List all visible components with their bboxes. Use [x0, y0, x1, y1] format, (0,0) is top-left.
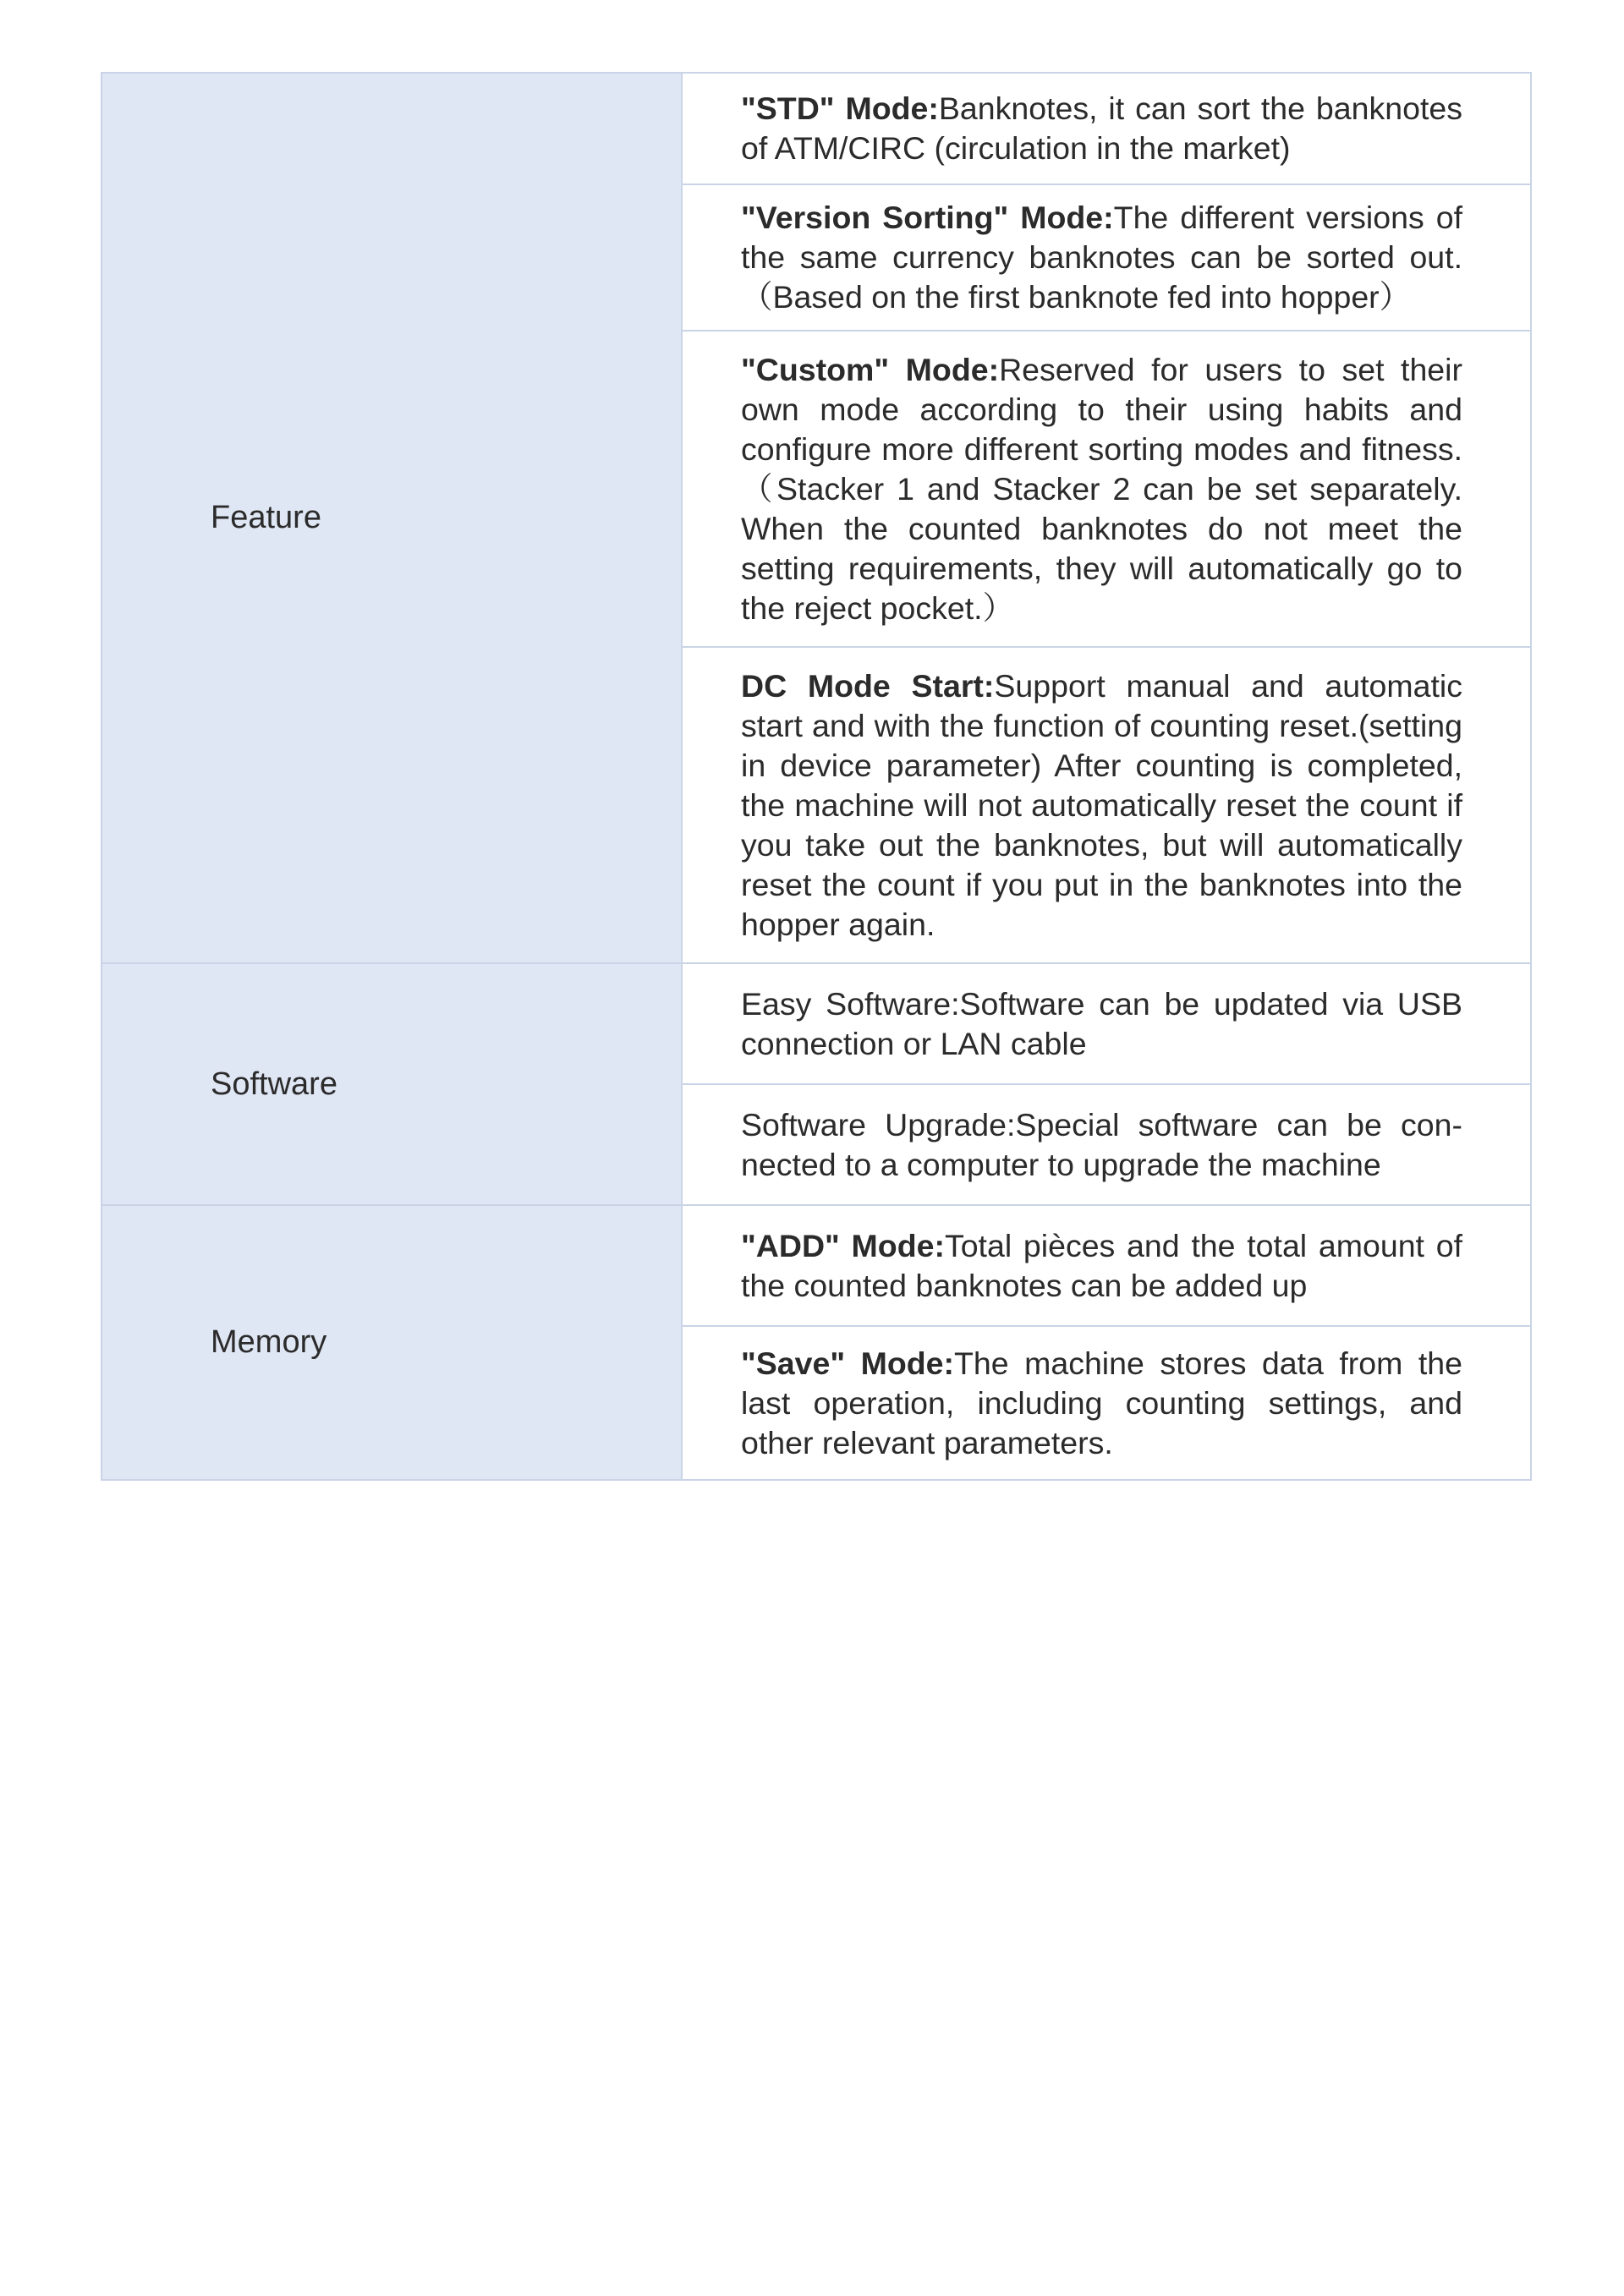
feature-description: Software Upgrade:Special software can be con-nected to a computer to upgrade the machine — [741, 1106, 1462, 1182]
category-cell-software — [102, 963, 682, 1205]
feature-version-sorting-cell — [682, 184, 1531, 331]
feature-description: Easy Software:Software can be updated via USB connection or LAN cable — [741, 985, 1462, 1061]
table-row — [102, 1205, 1531, 1326]
feature-description: Total pièces and the total amount of the counted banknotes can be added up — [741, 1227, 1462, 1303]
category-cell-memory — [102, 1205, 682, 1480]
software-easy-cell — [682, 963, 1531, 1084]
feature-title: DC Mode Start: — [741, 667, 995, 704]
feature-std-mode-cell — [682, 73, 1531, 184]
feature-dc-mode-start-cell — [682, 647, 1531, 963]
feature-title: "STD" Mode: — [741, 90, 939, 126]
table-row — [102, 73, 1531, 184]
feature-title: "ADD" Mode: — [741, 1227, 945, 1263]
feature-title: "Save" Mode: — [741, 1345, 955, 1381]
category-label: Memory — [211, 1324, 327, 1360]
feature-description: Reserved for users to set their own mode according to their using habits and configure more different sorting modes and fitness.（Stacker 1 and Stacker 2 can be set separately. When the counted banknotes do not meet the setting requirements, they will automatically go to the reject pocket.） — [741, 351, 1462, 626]
memory-add-mode-cell — [682, 1205, 1531, 1326]
category-label: Feature — [211, 500, 321, 535]
feature-description: The machine stores data from the last operation, including counting settings, and other relevant parameters. — [741, 1345, 1463, 1460]
feature-title: "Custom" Mode: — [741, 351, 1000, 387]
memory-save-mode-cell — [682, 1326, 1531, 1480]
category-cell-feature — [102, 73, 682, 963]
spec-table — [101, 72, 1532, 1481]
feature-custom-mode-cell — [682, 331, 1531, 647]
table-row — [102, 963, 1531, 1084]
category-label: Software — [211, 1066, 337, 1102]
feature-description: The different versions of the same currency banknotes can be sorted out.（Based on the first banknote fed into hopper） — [741, 200, 1462, 315]
software-upgrade-cell — [682, 1084, 1531, 1205]
feature-title: "Version Sorting" Mode: — [741, 200, 1114, 235]
feature-description: Support manual and automatic start and with the function of counting reset.(setting in device parameter) After counting is completed, the machine will not automatically reset the count if you take out the banknotes, but will automatically reset the count if you put in the banknotes into the hopper again. — [741, 667, 1462, 942]
feature-description: Banknotes, it can sort the banknotes of ATM/CIRC (circulation in the market) — [741, 90, 1462, 166]
